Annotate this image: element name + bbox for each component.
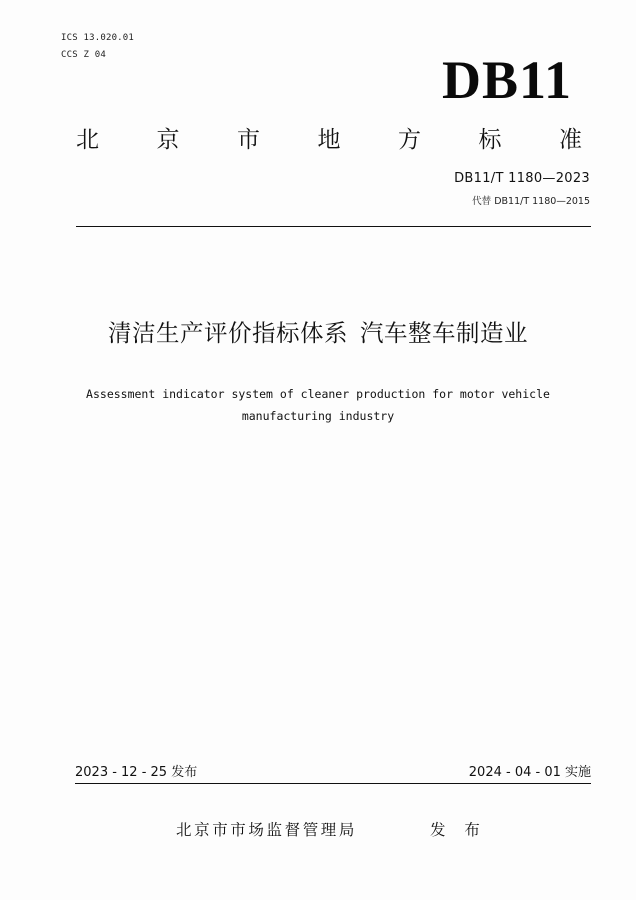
replaced-standard: 代替 DB11/T 1180—2015 bbox=[472, 196, 590, 207]
footer-divider bbox=[75, 783, 591, 784]
ics-code: ICS 13.020.01 bbox=[61, 33, 135, 43]
issue-date: 2023 - 12 - 25 发布 bbox=[75, 765, 198, 780]
implementation-date: 2024 - 04 - 01 实施 bbox=[468, 765, 591, 780]
standard-type-heading bbox=[76, 124, 582, 156]
title-chinese-part1: 清洁生产评价指标体系 bbox=[108, 319, 348, 347]
standard-type-char: 准 bbox=[559, 127, 582, 153]
standard-type-char: 市 bbox=[237, 127, 260, 153]
title-chinese-part2: 汽车整车制造业 bbox=[360, 319, 528, 347]
document-title-english-line2: manufacturing industry bbox=[241, 409, 395, 423]
standard-type-char: 京 bbox=[156, 127, 180, 153]
standard-type-char: 北 bbox=[76, 127, 99, 153]
publisher-name: 北京市市场监督管理局 bbox=[176, 821, 358, 839]
document-title-english-line1: Assessment indicator system of cleaner production for motor vehicle bbox=[86, 387, 550, 401]
standard-type-char: 地 bbox=[317, 127, 341, 153]
db11-logo: DB11 bbox=[441, 50, 572, 110]
standard-number: DB11/T 1180—2023 bbox=[454, 171, 590, 186]
header-divider bbox=[76, 226, 591, 227]
document-title-chinese bbox=[0, 316, 636, 350]
ccs-code: CCS Z 04 bbox=[61, 50, 106, 60]
standard-type-char: 方 bbox=[398, 127, 421, 153]
standard-type-char: 标 bbox=[478, 127, 502, 153]
publish-label: 发 布 bbox=[430, 821, 487, 839]
